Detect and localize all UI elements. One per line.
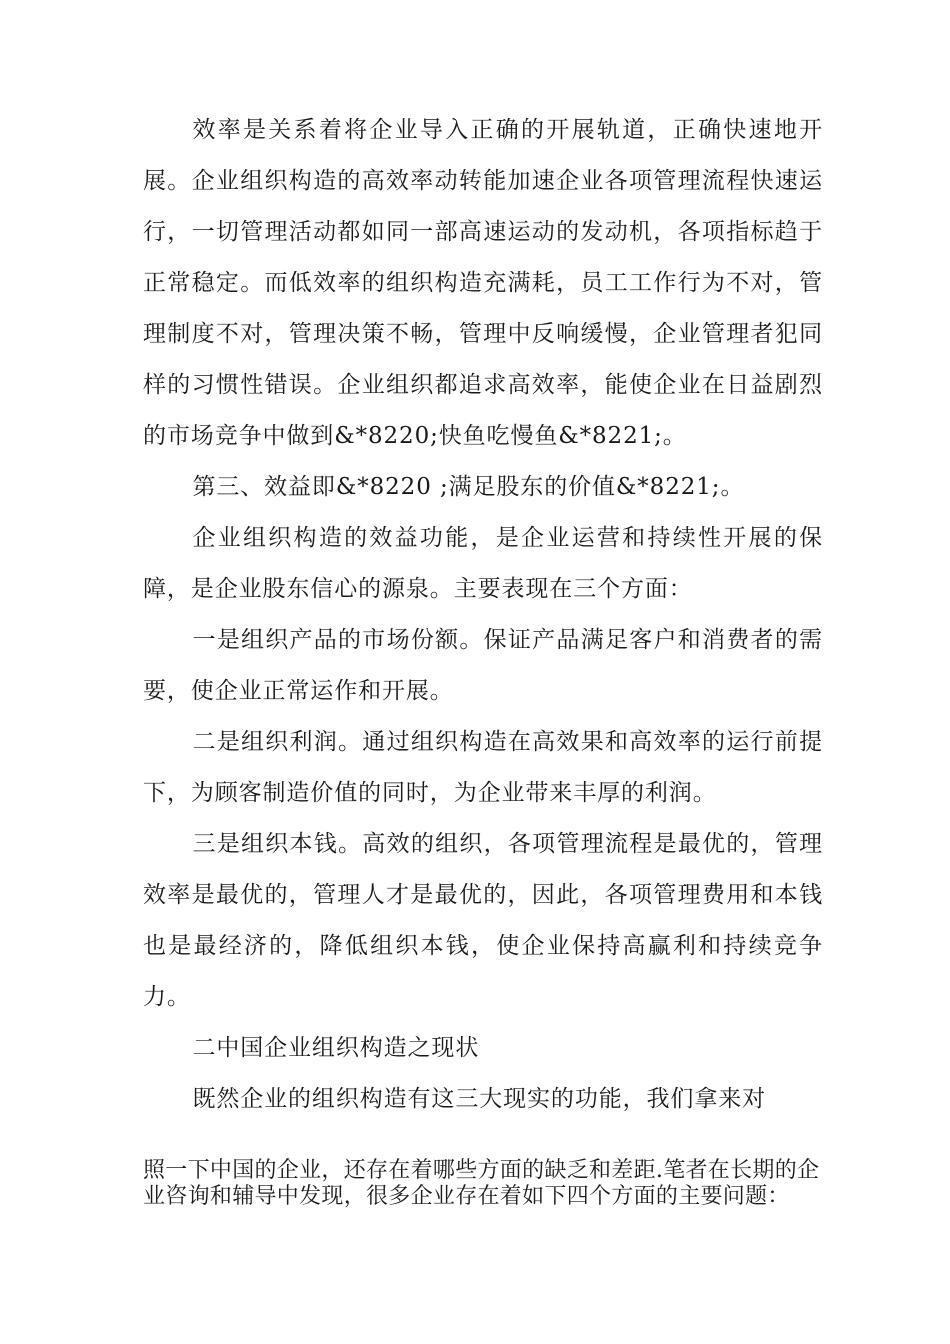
document-continuation	[143, 1158, 833, 1210]
paragraph-cost: 三是组织本钱。高效的组织，各项管理流程是最优的，管理效率是最优的，管理人才是最优的，因此，各项管理费用和本钱也是最经济的，降低组织本钱，使企业保持高赢利和持续竞争力。	[143, 831, 823, 1010]
document-body	[143, 105, 823, 1125]
paragraph-continuation: 照一下中国的企业，还存在着哪些方面的缺乏和差距.笔者在长期的企业咨询和辅导中发现，很多企业存在着如下四个方面的主要问题：	[143, 1158, 820, 1209]
paragraph-efficiency: 效率是关系着将企业导入正确的开展轨道，正确快速地开展。企业组织构造的高效率动转能加速企业各项管理流程快速运行，一切管理活动都如同一部高速运动的发动机，各项指标趋于正常稳定。而低效率的组织构造充满耗，员工工作行为不对，管理制度不对，管理决策不畅，管理中反响缓慢，企业管理者犯同样的习惯性错误。企业组织都追求高效率，能使企业在日益剧烈的市场竞争中做到&*8220;快鱼吃慢鱼&*8221;。	[143, 117, 823, 449]
paragraph-market-share: 一是组织产品的市场份额。保证产品满足客户和消费者的需要，使企业正常运作和开展。	[143, 627, 823, 704]
paragraph-profit: 二是组织利润。通过组织构造在高效果和高效率的运行前提下，为顾客制造价值的同时，为企业带来丰厚的利润。	[143, 729, 823, 806]
section-heading-current-status: 二中国企业组织构造之现状	[192, 1035, 480, 1061]
paragraph-comparison-intro: 既然企业的组织构造有这三大现实的功能，我们拿来对	[192, 1086, 767, 1112]
paragraph-third-benefit-heading: 第三、效益即&*8220 ;满足股东的价值&*8221;。	[192, 474, 745, 500]
paragraph-benefit-function: 企业组织构造的效益功能，是企业运营和持续性开展的保障，是企业股东信心的源泉。主要表现在三个方面：	[143, 525, 823, 602]
